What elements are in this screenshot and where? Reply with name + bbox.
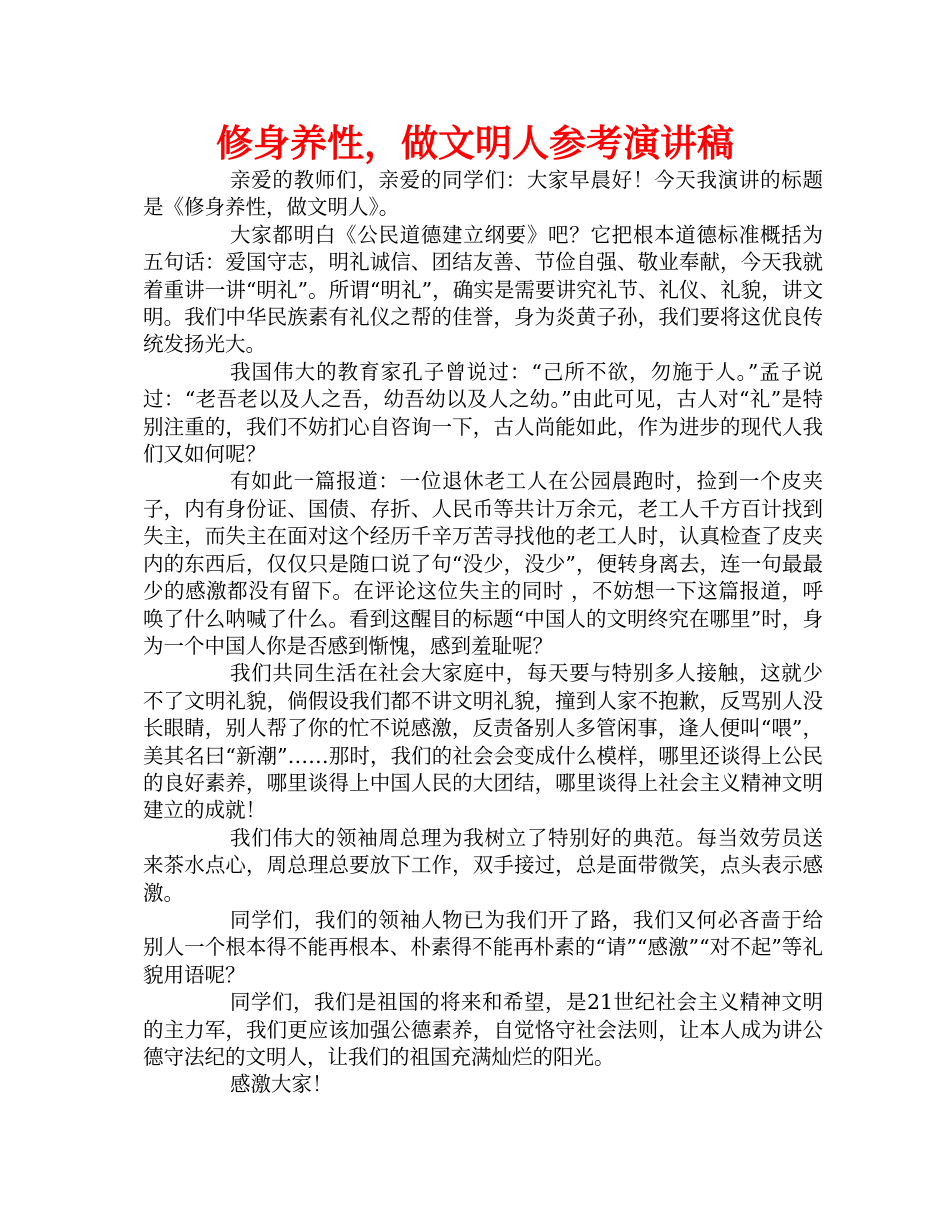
paragraph-confucius: 我国伟大的教育家孔子曾说过：“己所不欲，勿施于人。”孟子说过：“老吾老以及人之吾，幼吾幼以及人之幼。”由此可见，古人对“礼”是特别注重的，我们不妨扪心自咨询一下，古人尚能如此，作为进步的现代人我们又如何呢？	[143, 359, 823, 467]
paragraph-greeting: 亲爱的教师们，亲爱的同学们：大家早晨好！今天我演讲的标题是《修身养性，做文明人》。	[143, 168, 823, 220]
paragraph-premier-zhou: 我们伟大的领袖周总理为我树立了特别好的典范。每当效劳员送来茶水点心，周总理总要放下工作，双手接过，总是面带微笑，点头表示感激。	[143, 825, 823, 905]
document-title: 修身养性，做文明人参考演讲稿	[216, 122, 734, 165]
paragraph-social-life: 我们共同生活在社会大家庭中，每天要与特别多人接触，这就少不了文明礼貌，倘假设我们都不讲文明礼貌，撞到人家不抱歉，反骂别人没长眼睛，别人帮了你的忙不说感激，反责备别人多管闲事，逢人便叫“喂”，美其名曰“新潮”……那时，我们的社会会变成什么模样，哪里还谈得上公民的良好素养，哪里谈得上中国人民的大团结，哪里谈得上社会主义精神文明建立的成就！	[143, 661, 823, 823]
document-body	[143, 167, 823, 1099]
paragraph-civic-morality: 大家都明白《公民道德建立纲要》吧？它把根本道德标准概括为五句话：爱国守志，明礼诚信、团结友善、节俭自强、敬业奉献，今天我就着重讲一讲“明礼”。所谓“明礼”，确实是需要讲究礼节、礼仪、礼貌，讲文明。我们中华民族素有礼仪之帮的佳誉，身为炎黄子孙，我们要将这优良传统发扬光大。	[143, 222, 823, 357]
paragraph-news-report: 有如此一篇报道：一位退休老工人在公园晨跑时，捡到一个皮夹子，内有身份证、国债、存折、人民币等共计万余元，老工人千方百计找到失主，而失主在面对这个经历千辛万苦寻找他的老工人时，认真检查了皮夹内的东西后，仅仅只是随口说了句“没少，没少”，便转身离去，连一句最最少的感激都没有留下。在评论这位失主的同时 ，不妨想一下这篇报道，呼唤了什么呐喊了什么。看到这醒目的标题“中国人的文明终究在哪里”时，身为一个中国人你是否感到惭愧，感到羞耻呢？	[143, 469, 823, 658]
paragraph-thanks: 感激大家！	[230, 1072, 333, 1097]
paragraph-future: 同学们，我们是祖国的将来和希望，是21世纪社会主义精神文明的主力军，我们更应该加强公德素养，自觉恪守社会法则，让本人成为讲公德守法纪的文明人，让我们的祖国充满灿烂的阳光。	[143, 990, 823, 1069]
paragraph-polite-words: 同学们，我们的领袖人物已为我们开了路，我们又何必吝啬于给别人一个根本得不能再根本、朴素得不能再朴素的“请”“感激”“对不起”等礼貌用语呢？	[143, 907, 823, 987]
